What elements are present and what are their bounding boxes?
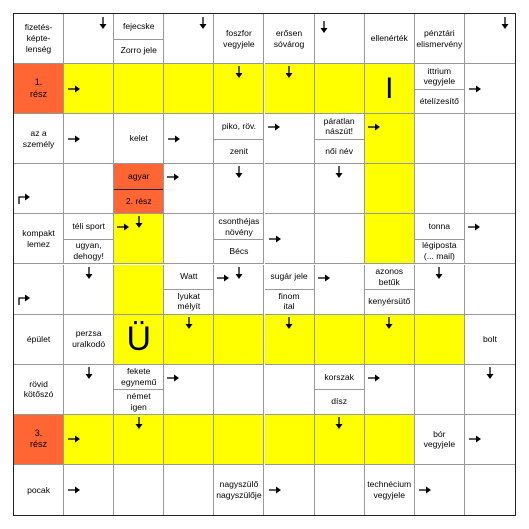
arrow-down-icon	[82, 266, 96, 280]
clue-divider	[214, 239, 263, 240]
solution-cell[interactable]	[365, 164, 415, 214]
clue-text: technécium vegyjele	[367, 479, 412, 500]
arrow-bent-right-icon	[17, 292, 31, 306]
clue-text-top: csonthéjas növény	[218, 215, 260, 237]
answer-cell[interactable]	[315, 265, 365, 315]
arrow-down-icon	[232, 65, 246, 79]
solution-cell[interactable]	[365, 114, 415, 164]
clue-text-bottom: német igen	[126, 390, 151, 412]
solution-cell[interactable]	[415, 315, 465, 365]
arrow-down-icon	[282, 316, 296, 330]
answer-cell[interactable]	[415, 114, 465, 164]
answer-cell[interactable]	[164, 14, 214, 64]
clue-divider	[64, 239, 113, 240]
clue-divider	[365, 289, 414, 290]
clue-cell	[365, 465, 415, 515]
part-clue-cell	[114, 164, 164, 214]
answer-cell[interactable]	[465, 415, 515, 465]
clue-text-top: korszak	[324, 371, 354, 382]
arrow-right-icon	[116, 220, 130, 234]
arrow-right-icon	[367, 371, 381, 385]
arrow-right-icon	[167, 132, 181, 146]
clue-divider	[265, 289, 314, 290]
arrow-right-icon	[317, 271, 331, 285]
solution-cell[interactable]	[114, 415, 164, 465]
arrow-right-icon	[468, 432, 482, 446]
arrow-down-icon	[432, 266, 446, 280]
answer-cell[interactable]	[164, 214, 214, 264]
answer-cell[interactable]	[114, 465, 164, 515]
clue-text-bottom: légiposta (... mail)	[422, 240, 457, 262]
part-clue-cell	[14, 64, 64, 114]
clue-text-top: fejecske	[122, 20, 155, 31]
clue-cell	[64, 214, 114, 264]
clue-divider	[114, 39, 163, 40]
answer-cell[interactable]	[64, 114, 114, 164]
clue-text: pocak	[27, 484, 51, 495]
clue-text: bolt	[483, 333, 497, 344]
given-letter: I	[385, 71, 394, 105]
answer-cell[interactable]	[315, 14, 365, 64]
answer-cell[interactable]	[164, 365, 214, 415]
solution-cell[interactable]	[214, 64, 264, 114]
solution-cell[interactable]	[365, 315, 415, 365]
arrow-right-icon	[166, 371, 180, 385]
clue-cell	[465, 315, 515, 365]
clue-divider	[164, 289, 213, 290]
clue-text-top: piko, röv.	[221, 121, 257, 132]
answer-cell[interactable]	[214, 164, 264, 214]
arrow-right-icon	[468, 82, 482, 96]
clue-text-bottom: Bécs	[229, 245, 249, 256]
solution-cell[interactable]	[214, 315, 264, 365]
clue-text: kompakt lemez	[22, 228, 55, 249]
answer-cell[interactable]	[214, 365, 264, 415]
arrow-down-icon	[132, 416, 146, 430]
clue-text-top: tonna	[428, 221, 451, 232]
solution-cell[interactable]	[164, 415, 214, 465]
solution-cell[interactable]	[114, 214, 164, 264]
answer-cell[interactable]	[265, 114, 315, 164]
solution-cell[interactable]	[114, 64, 164, 114]
arrow-down-icon	[483, 366, 497, 380]
arrow-down-icon	[332, 416, 346, 430]
clue-text-bottom: ételízesítő	[419, 95, 459, 106]
arrow-right-icon	[268, 232, 282, 246]
answer-cell[interactable]	[415, 164, 465, 214]
clue-cell	[214, 465, 264, 515]
answer-cell[interactable]	[465, 14, 515, 64]
solution-cell[interactable]	[214, 415, 264, 465]
clue-text: fizetés- képte- lenség	[24, 22, 53, 54]
clue-cell	[365, 265, 415, 315]
clue-text-bottom: Zorro jele	[120, 45, 157, 56]
arrow-down-icon	[232, 266, 246, 280]
arrow-right-icon	[67, 82, 81, 96]
clue-cell	[315, 114, 365, 164]
clue-text: bór vegyjele	[423, 428, 456, 450]
part-label: 1. rész	[30, 77, 48, 99]
clue-divider	[214, 139, 263, 140]
clue-divider	[415, 239, 464, 240]
clue-text-bottom: kenyérsütő	[368, 295, 411, 306]
answer-cell[interactable]	[265, 465, 315, 515]
answer-cell[interactable]	[164, 114, 214, 164]
solution-cell[interactable]	[265, 315, 315, 365]
solution-cell[interactable]	[164, 315, 214, 365]
clue-text: nagyszülő nagyszülője	[216, 479, 262, 500]
clue-text-top: Watt	[180, 271, 198, 282]
arrow-right-icon	[216, 271, 230, 285]
solution-cell[interactable]	[315, 415, 365, 465]
clue-text-top: sugár jele	[270, 271, 308, 282]
clue-text-bottom: zenit	[229, 145, 249, 156]
clue-text-top: téli sport	[72, 221, 105, 232]
answer-cell[interactable]	[415, 265, 465, 315]
arrow-right-icon	[418, 483, 432, 497]
clue-cell	[265, 265, 315, 315]
solution-cell[interactable]	[114, 265, 164, 315]
clue-cell	[214, 114, 264, 164]
arrow-right-icon	[267, 120, 281, 134]
clue-cell	[265, 14, 315, 64]
clue-divider	[315, 389, 364, 390]
arrow-right-icon	[367, 120, 381, 134]
answer-cell[interactable]	[465, 114, 515, 164]
solution-cell[interactable]	[315, 315, 365, 365]
answer-cell[interactable]	[315, 465, 365, 515]
arrow-right-icon	[67, 132, 81, 146]
clue-cell	[365, 14, 415, 64]
clue-text-bottom: ugyan, dehogy!	[73, 240, 104, 262]
clue-cell	[114, 114, 164, 164]
clue-text: foszfor vegyjele	[223, 27, 255, 49]
solution-cell[interactable]	[315, 64, 365, 114]
answer-cell[interactable]	[64, 465, 114, 515]
clue-text-bottom: lyukat mélyít	[177, 290, 201, 312]
arrow-right-icon	[467, 220, 481, 234]
arrow-down-icon	[232, 165, 246, 179]
arrow-right-icon	[268, 483, 282, 497]
clue-text: erősen sóvárog	[273, 27, 305, 49]
answer-cell[interactable]	[265, 164, 315, 214]
clue-cell	[14, 315, 64, 365]
clue-cell	[14, 114, 64, 164]
answer-cell[interactable]	[415, 365, 465, 415]
solution-cell[interactable]	[365, 214, 415, 264]
clue-cell	[14, 465, 64, 515]
arrow-right-icon	[67, 483, 81, 497]
given-letter: Ü	[126, 319, 152, 358]
crossword-grid	[13, 13, 516, 516]
clue-cell	[214, 14, 264, 64]
answer-cell[interactable]	[14, 164, 64, 214]
solution-cell[interactable]	[365, 415, 415, 465]
clue-cell	[415, 64, 465, 114]
clue-text-bottom: női név	[325, 145, 353, 156]
answer-cell[interactable]	[465, 365, 515, 415]
clue-cell	[164, 265, 214, 315]
answer-cell[interactable]	[64, 14, 114, 64]
answer-cell[interactable]	[64, 164, 114, 214]
part-label: 3. rész	[30, 428, 48, 450]
clue-cell	[415, 415, 465, 465]
solution-cell[interactable]	[265, 415, 315, 465]
clue-cell	[415, 14, 465, 64]
answer-cell[interactable]	[164, 465, 214, 515]
part-clue-cell	[14, 415, 64, 465]
answer-cell[interactable]	[64, 265, 114, 315]
arrow-down-icon	[182, 316, 196, 330]
clue-cell	[315, 365, 365, 415]
clue-text-bottom: finom ital	[278, 290, 300, 312]
arrow-right-icon	[67, 432, 81, 446]
arrow-bent-right-icon	[17, 191, 31, 205]
answer-cell[interactable]	[315, 164, 365, 214]
clue-text-top: agyar	[114, 164, 163, 189]
solution-cell[interactable]	[64, 64, 114, 114]
clue-cell	[214, 214, 264, 264]
arrow-down-icon	[96, 16, 110, 30]
clue-text-top: ittrium vegyjele	[423, 65, 456, 87]
solution-cell[interactable]	[164, 64, 214, 114]
clue-divider	[114, 389, 163, 390]
clue-text: kelet	[129, 133, 148, 144]
arrow-down-icon	[317, 20, 331, 34]
answer-cell[interactable]	[64, 365, 114, 415]
answer-cell[interactable]	[415, 465, 465, 515]
answer-cell[interactable]	[265, 365, 315, 415]
clue-text: az a személy	[22, 128, 55, 149]
answer-cell[interactable]	[164, 164, 214, 214]
clue-text-bottom: dísz	[331, 396, 348, 407]
answer-cell[interactable]	[465, 64, 515, 114]
arrow-down-icon	[382, 316, 396, 330]
arrow-down-icon	[132, 215, 146, 229]
answer-cell[interactable]	[465, 164, 515, 214]
arrow-down-icon	[82, 366, 96, 380]
answer-cell[interactable]	[315, 214, 365, 264]
clue-text: perzsa uralkodó	[72, 328, 106, 350]
arrow-right-icon	[166, 170, 180, 184]
arrow-down-icon	[498, 16, 512, 30]
clue-cell	[14, 214, 64, 264]
clue-text-top: páratlan nászút!	[323, 115, 355, 137]
clue-text: pénztári elismervény	[416, 27, 463, 49]
clue-cell	[14, 365, 64, 415]
clue-text: rövid kötőszó	[23, 378, 54, 400]
answer-cell[interactable]	[365, 365, 415, 415]
clue-cell	[14, 14, 64, 64]
answer-cell[interactable]	[465, 465, 515, 515]
arrow-down-icon	[196, 16, 210, 30]
clue-divider	[315, 139, 364, 140]
solution-cell[interactable]	[114, 315, 164, 365]
arrow-down-icon	[282, 65, 296, 79]
arrow-down-icon	[332, 165, 346, 179]
solution-cell[interactable]	[64, 415, 114, 465]
clue-cell	[114, 14, 164, 64]
clue-cell	[114, 365, 164, 415]
solution-cell[interactable]	[365, 64, 415, 114]
clue-cell	[64, 315, 114, 365]
clue-divider	[114, 189, 163, 190]
answer-cell[interactable]	[214, 265, 264, 315]
clue-cell	[415, 214, 465, 264]
answer-cell[interactable]	[465, 265, 515, 315]
clue-text-top: fekete egynemű	[121, 366, 157, 387]
clue-divider	[415, 89, 464, 90]
answer-cell[interactable]	[265, 214, 315, 264]
clue-text-top: azonos betűk	[375, 266, 404, 287]
answer-cell[interactable]	[14, 265, 64, 315]
clue-text-bottom: 2. rész	[114, 189, 163, 214]
clue-text: épület	[26, 333, 51, 344]
answer-cell[interactable]	[465, 214, 515, 264]
solution-cell[interactable]	[265, 64, 315, 114]
clue-text: ellenérték	[370, 33, 408, 44]
